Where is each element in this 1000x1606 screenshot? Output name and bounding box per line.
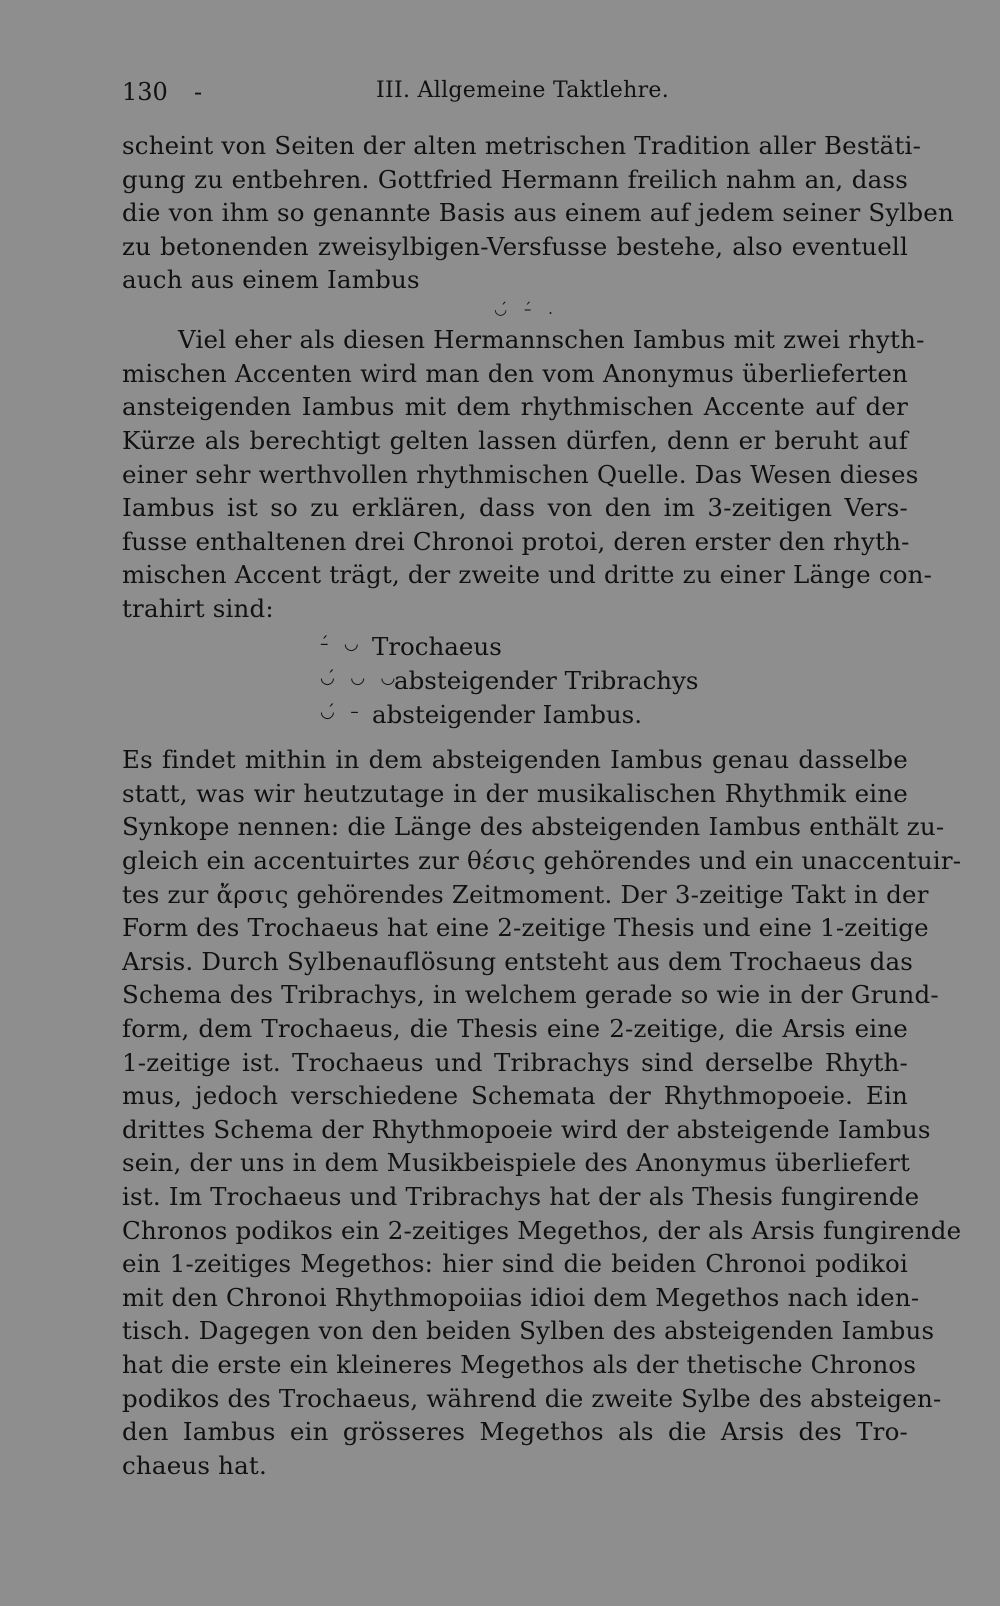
text-line: ein 1-zeitiges Megethos: hier sind die beiden Chronoi podikoi (122, 1249, 908, 1278)
scheme-label: absteigender Tribrachys (394, 666, 699, 695)
text-line: Iambus ist so zu erklären, dass von den im 3-zeitigen Vers- (122, 493, 908, 522)
page-header (122, 78, 902, 112)
text-line: form, dem Trochaeus, die Thesis eine 2-zeitige, die Arsis eine (122, 1014, 908, 1043)
iambus-scheme-line (122, 292, 908, 326)
scheme-meter: –́ ◡ (320, 634, 364, 654)
page-number: 130 (122, 78, 168, 106)
text-line: Chronos podikos ein 2-zeitiges Megethos, der als Arsis fungirende (122, 1216, 962, 1245)
text-line: Arsis. Durch Sylbenauflösung entsteht aus dem Trochaeus das (122, 947, 914, 976)
running-head: III. Allgemeine Taktlehre. (376, 78, 670, 103)
text-line: Form des Trochaeus hat eine 2-zeitige Thesis und eine 1-zeitige (122, 913, 929, 942)
text-line: podikos des Trochaeus, während die zweite Sylbe des absteigen- (122, 1384, 942, 1413)
scheme-row (122, 630, 908, 664)
text-line: statt, was wir heutzutage in der musikalischen Rhythmik eine (122, 779, 908, 808)
scheme-meter: ◡́ ◡ ◡ (320, 668, 401, 688)
text-line: trahirt sind: (122, 594, 274, 623)
text-line: sein, der uns in dem Musikbeispiele des Anonymus überliefert (122, 1148, 911, 1177)
text-line: Kürze als berechtigt gelten lassen dürfen, denn er beruht auf (122, 426, 908, 455)
header-dash: - (194, 78, 203, 106)
text-line: mischen Accent trägt, der zweite und dritte zu einer Länge con- (122, 560, 933, 589)
text-line: drittes Schema der Rhythmopoeie wird der absteigende Iambus (122, 1115, 931, 1144)
text-line: zu betonenden zweisylbigen-Versfusse bestehe, also eventuell (122, 232, 908, 261)
text-line: ansteigenden Iambus mit dem rhythmischen Accente auf der (122, 392, 908, 421)
text-line: Schema des Tribrachys, in welchem gerade so wie in der Grund- (122, 980, 939, 1009)
text-line: einer sehr werthvollen rhythmischen Quelle. Das Wesen dieses (122, 460, 919, 489)
text-line: Es findet mithin in dem absteigenden Iambus genau dasselbe (122, 745, 908, 774)
text-line: ist. Im Trochaeus und Tribrachys hat der als Thesis fungirende (122, 1182, 920, 1211)
text-line: gung zu entbehren. Gottfried Hermann freilich nahm an, dass (122, 165, 908, 194)
text-line: mischen Accenten wird man den vom Anonymus überlieferten (122, 359, 908, 388)
text-line: 1-zeitige ist. Trochaeus und Tribrachys sind derselbe Rhyth- (122, 1048, 908, 1077)
text-line: gleich ein accentuirtes zur θέσις gehörendes und ein unaccentuir- (122, 846, 962, 875)
text-line: Synkope nennen: die Länge des absteigenden Iambus enthält zu- (122, 812, 945, 841)
text-line: tes zur ἄρσις gehörendes Zeitmoment. Der 3-zeitige Takt in der (122, 880, 929, 909)
text-line: auch aus einem Iambus (122, 265, 420, 294)
text-line: chaeus hat. (122, 1451, 267, 1480)
iambus-meter: ◡́ –́ . (494, 300, 559, 318)
scheme-row (122, 698, 908, 732)
text-line: tisch. Dagegen von den beiden Sylben des absteigenden Iambus (122, 1316, 935, 1345)
scheme-label: Trochaeus (372, 632, 502, 661)
text-line: mus, jedoch verschiedene Schemata der Rhythmopoeie. Ein (122, 1081, 908, 1110)
text-line: hat die erste ein kleineres Megethos als der thetische Chronos (122, 1350, 917, 1379)
text-line: mit den Chronoi Rhythmopoiias idioi dem Megethos nach iden- (122, 1283, 920, 1312)
text-line: scheint von Seiten der alten metrischen Tradition aller Bestäti- (122, 131, 922, 160)
scheme-row (122, 664, 908, 698)
text-line: die von ihm so genannte Basis aus einem auf jedem seiner Sylben (122, 198, 954, 227)
text-line: Viel eher als diesen Hermannschen Iambus mit zwei rhyth- (178, 325, 925, 354)
scheme-label: absteigender Iambus. (372, 700, 643, 729)
text-line: fusse enthaltenen drei Chronoi protoi, deren erster den rhyth- (122, 527, 910, 556)
scheme-meter: ◡́ – (320, 702, 364, 722)
text-line: den Iambus ein grösseres Megethos als die Arsis des Tro- (122, 1417, 908, 1446)
